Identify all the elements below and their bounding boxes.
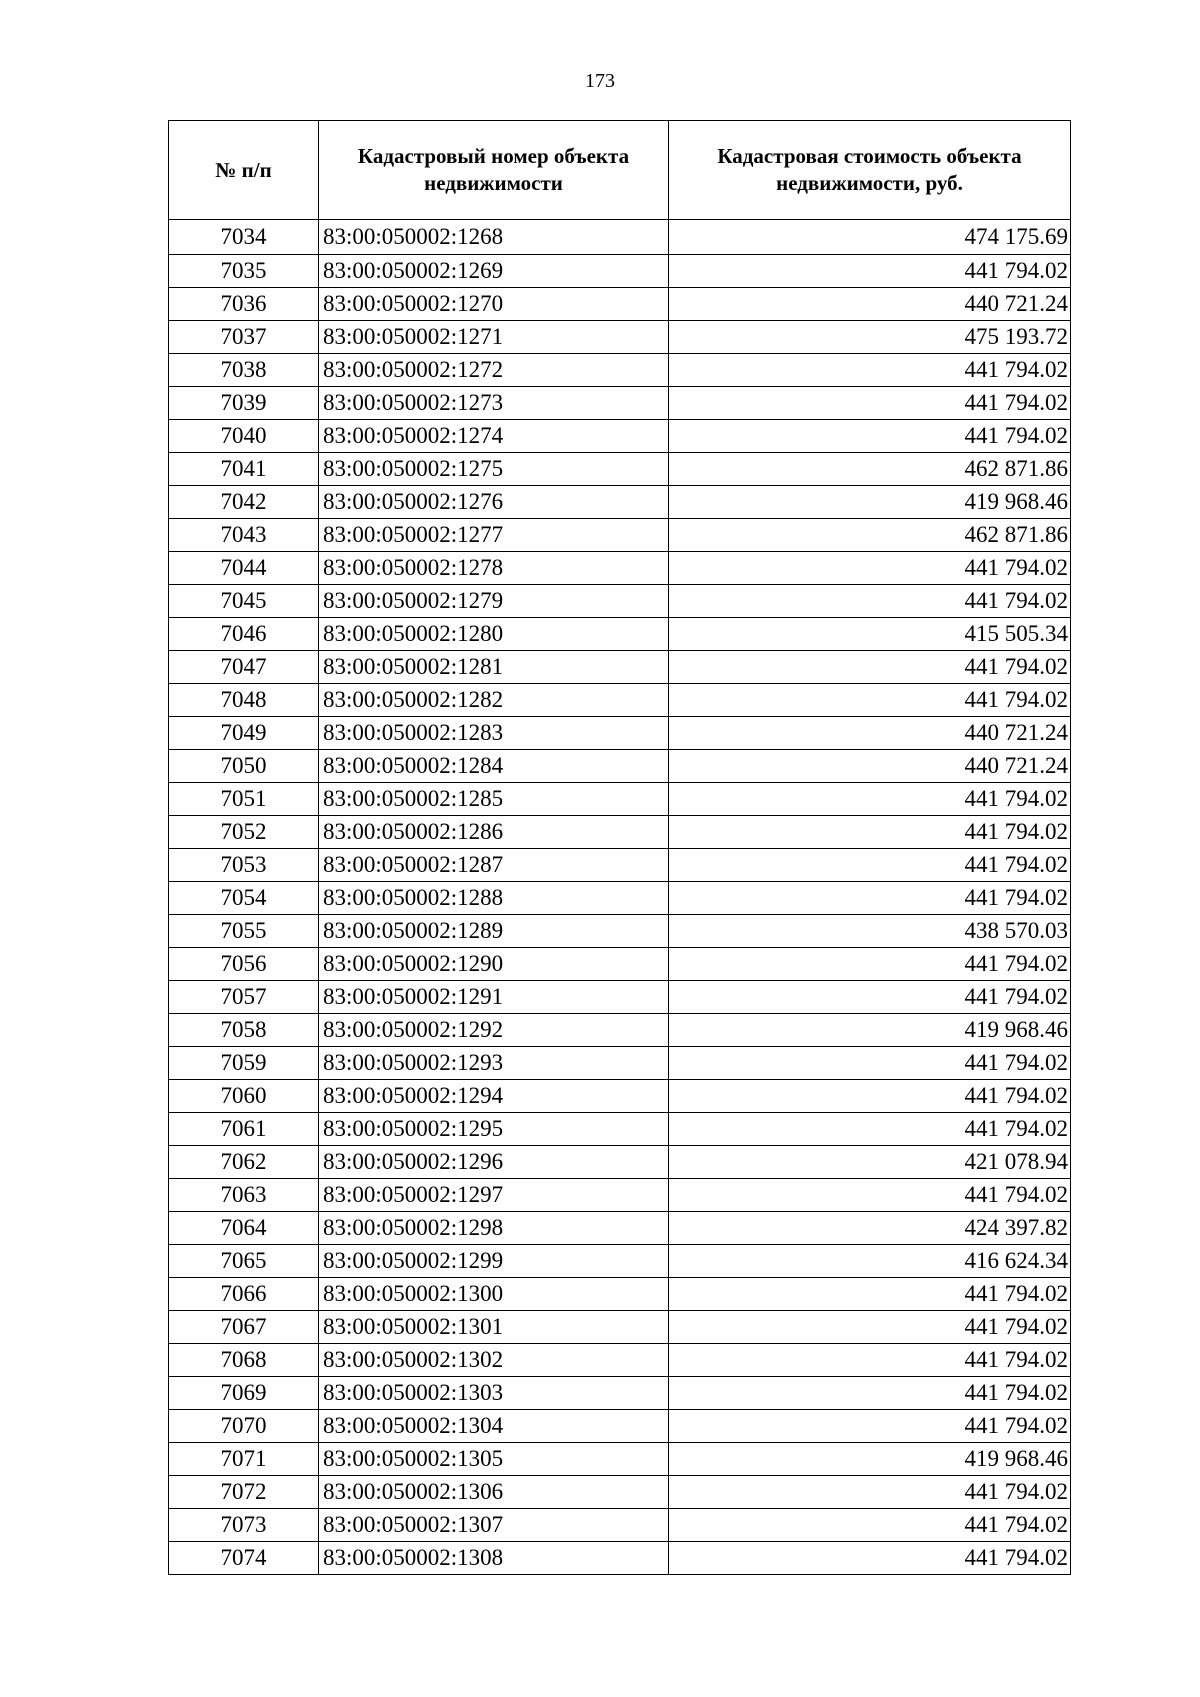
table-row	[169, 321, 1071, 354]
cadastral-number-cell: 83:00:050002:1285	[319, 783, 669, 816]
row-number-cell: 7070	[169, 1410, 319, 1443]
cadastral-value-cell: 441 794.02	[669, 420, 1071, 453]
cadastral-value-cell: 440 721.24	[669, 750, 1071, 783]
row-number-cell: 7059	[169, 1047, 319, 1080]
table-row	[169, 1146, 1071, 1179]
cadastral-number-cell: 83:00:050002:1305	[319, 1443, 669, 1476]
row-number-cell: 7052	[169, 816, 319, 849]
table-body	[169, 220, 1071, 1575]
header-cadastral-value: Кадастровая стоимость объекта недвижимости, руб.	[669, 121, 1071, 220]
cadastral-number-cell: 83:00:050002:1300	[319, 1278, 669, 1311]
cadastral-number-cell: 83:00:050002:1273	[319, 387, 669, 420]
table-row	[169, 783, 1071, 816]
cadastral-value-cell: 441 794.02	[669, 948, 1071, 981]
cadastral-value-cell: 441 794.02	[669, 816, 1071, 849]
header-cadastral-number: Кадастровый номер объекта недвижимости	[319, 121, 669, 220]
table-row	[169, 387, 1071, 420]
row-number-cell: 7067	[169, 1311, 319, 1344]
table-row	[169, 1410, 1071, 1443]
row-number-cell: 7057	[169, 981, 319, 1014]
cadastral-number-cell: 83:00:050002:1270	[319, 288, 669, 321]
row-number-cell: 7035	[169, 255, 319, 288]
row-number-cell: 7054	[169, 882, 319, 915]
cadastral-number-cell: 83:00:050002:1284	[319, 750, 669, 783]
cadastral-value-cell: 419 968.46	[669, 486, 1071, 519]
table-row	[169, 618, 1071, 651]
row-number-cell: 7065	[169, 1245, 319, 1278]
cadastral-number-cell: 83:00:050002:1274	[319, 420, 669, 453]
cadastral-number-cell: 83:00:050002:1268	[319, 220, 669, 255]
table-row	[169, 1443, 1071, 1476]
cadastral-value-cell: 441 794.02	[669, 255, 1071, 288]
table-row	[169, 981, 1071, 1014]
row-number-cell: 7042	[169, 486, 319, 519]
table-row	[169, 453, 1071, 486]
header-row	[169, 121, 1071, 220]
row-number-cell: 7072	[169, 1476, 319, 1509]
cadastral-number-cell: 83:00:050002:1293	[319, 1047, 669, 1080]
cadastral-value-cell: 441 794.02	[669, 882, 1071, 915]
table-row	[169, 1542, 1071, 1575]
cadastral-number-cell: 83:00:050002:1277	[319, 519, 669, 552]
table-row	[169, 354, 1071, 387]
cadastral-value-cell: 474 175.69	[669, 220, 1071, 255]
row-number-cell: 7063	[169, 1179, 319, 1212]
cadastral-number-cell: 83:00:050002:1297	[319, 1179, 669, 1212]
row-number-cell: 7064	[169, 1212, 319, 1245]
cadastral-number-cell: 83:00:050002:1279	[319, 585, 669, 618]
cadastral-value-cell: 441 794.02	[669, 684, 1071, 717]
page-number: 173	[585, 70, 615, 92]
cadastral-number-cell: 83:00:050002:1301	[319, 1311, 669, 1344]
cadastral-value-cell: 419 968.46	[669, 1014, 1071, 1047]
table-row	[169, 1509, 1071, 1542]
table-row	[169, 288, 1071, 321]
table-row	[169, 552, 1071, 585]
cadastral-value-cell: 462 871.86	[669, 453, 1071, 486]
table-row	[169, 220, 1071, 255]
table-row	[169, 255, 1071, 288]
row-number-cell: 7041	[169, 453, 319, 486]
row-number-cell: 7045	[169, 585, 319, 618]
table-row	[169, 1179, 1071, 1212]
table-row	[169, 1047, 1071, 1080]
table-row	[169, 717, 1071, 750]
cadastral-number-cell: 83:00:050002:1271	[319, 321, 669, 354]
cadastral-value-cell: 441 794.02	[669, 1377, 1071, 1410]
row-number-cell: 7037	[169, 321, 319, 354]
cadastral-value-cell: 441 794.02	[669, 387, 1071, 420]
header-row-number: № п/п	[169, 121, 319, 220]
row-number-cell: 7050	[169, 750, 319, 783]
cadastral-value-cell: 419 968.46	[669, 1443, 1071, 1476]
table-row	[169, 519, 1071, 552]
cadastral-number-cell: 83:00:050002:1282	[319, 684, 669, 717]
cadastral-number-cell: 83:00:050002:1298	[319, 1212, 669, 1245]
table-row	[169, 1080, 1071, 1113]
cadastral-value-cell: 441 794.02	[669, 354, 1071, 387]
cadastral-number-cell: 83:00:050002:1292	[319, 1014, 669, 1047]
cadastral-number-cell: 83:00:050002:1281	[319, 651, 669, 684]
table-row	[169, 882, 1071, 915]
row-number-cell: 7044	[169, 552, 319, 585]
row-number-cell: 7049	[169, 717, 319, 750]
cadastral-value-cell: 440 721.24	[669, 288, 1071, 321]
row-number-cell: 7066	[169, 1278, 319, 1311]
cadastral-value-cell: 441 794.02	[669, 783, 1071, 816]
cadastral-number-cell: 83:00:050002:1276	[319, 486, 669, 519]
cadastral-number-cell: 83:00:050002:1290	[319, 948, 669, 981]
cadastral-value-cell: 441 794.02	[669, 1344, 1071, 1377]
cadastral-value-cell: 441 794.02	[669, 981, 1071, 1014]
cadastral-number-cell: 83:00:050002:1304	[319, 1410, 669, 1443]
row-number-cell: 7069	[169, 1377, 319, 1410]
cadastral-number-cell: 83:00:050002:1278	[319, 552, 669, 585]
cadastral-number-cell: 83:00:050002:1289	[319, 915, 669, 948]
table-row	[169, 915, 1071, 948]
row-number-cell: 7061	[169, 1113, 319, 1146]
table-row	[169, 1245, 1071, 1278]
cadastral-number-cell: 83:00:050002:1283	[319, 717, 669, 750]
cadastral-value-cell: 424 397.82	[669, 1212, 1071, 1245]
cadastral-value-cell: 441 794.02	[669, 1542, 1071, 1575]
cadastral-number-cell: 83:00:050002:1272	[319, 354, 669, 387]
cadastral-number-cell: 83:00:050002:1299	[319, 1245, 669, 1278]
row-number-cell: 7048	[169, 684, 319, 717]
table-row	[169, 486, 1071, 519]
cadastral-value-cell: 441 794.02	[669, 849, 1071, 882]
row-number-cell: 7062	[169, 1146, 319, 1179]
row-number-cell: 7056	[169, 948, 319, 981]
cadastral-number-cell: 83:00:050002:1275	[319, 453, 669, 486]
row-number-cell: 7036	[169, 288, 319, 321]
row-number-cell: 7058	[169, 1014, 319, 1047]
cadastral-value-cell: 475 193.72	[669, 321, 1071, 354]
cadastral-value-cell: 438 570.03	[669, 915, 1071, 948]
table-row	[169, 1377, 1071, 1410]
cadastral-number-cell: 83:00:050002:1303	[319, 1377, 669, 1410]
cadastral-value-cell: 441 794.02	[669, 1047, 1071, 1080]
table-row	[169, 948, 1071, 981]
table-row	[169, 684, 1071, 717]
table-header	[169, 121, 1071, 220]
row-number-cell: 7071	[169, 1443, 319, 1476]
row-number-cell: 7051	[169, 783, 319, 816]
table-row	[169, 1311, 1071, 1344]
cadastral-number-cell: 83:00:050002:1287	[319, 849, 669, 882]
table-row	[169, 1278, 1071, 1311]
cadastral-number-cell: 83:00:050002:1291	[319, 981, 669, 1014]
table-row	[169, 1113, 1071, 1146]
row-number-cell: 7053	[169, 849, 319, 882]
cadastral-number-cell: 83:00:050002:1294	[319, 1080, 669, 1113]
row-number-cell: 7038	[169, 354, 319, 387]
cadastral-number-cell: 83:00:050002:1269	[319, 255, 669, 288]
cadastral-value-cell: 416 624.34	[669, 1245, 1071, 1278]
cadastral-value-cell: 441 794.02	[669, 1179, 1071, 1212]
cadastral-number-cell: 83:00:050002:1280	[319, 618, 669, 651]
table-row	[169, 750, 1071, 783]
cadastral-number-cell: 83:00:050002:1308	[319, 1542, 669, 1575]
cadastral-value-cell: 441 794.02	[669, 1311, 1071, 1344]
cadastral-number-cell: 83:00:050002:1302	[319, 1344, 669, 1377]
cadastral-value-cell: 441 794.02	[669, 1476, 1071, 1509]
cadastral-value-cell: 441 794.02	[669, 585, 1071, 618]
table-row	[169, 1344, 1071, 1377]
cadastral-value-cell: 440 721.24	[669, 717, 1071, 750]
table-row	[169, 1212, 1071, 1245]
cadastral-value-cell: 441 794.02	[669, 1509, 1071, 1542]
cadastral-value-cell: 441 794.02	[669, 552, 1071, 585]
table-row	[169, 420, 1071, 453]
row-number-cell: 7068	[169, 1344, 319, 1377]
table-row	[169, 1476, 1071, 1509]
cadastral-value-cell: 441 794.02	[669, 651, 1071, 684]
cadastral-value-cell: 462 871.86	[669, 519, 1071, 552]
row-number-cell: 7047	[169, 651, 319, 684]
table-row	[169, 585, 1071, 618]
row-number-cell: 7046	[169, 618, 319, 651]
table-row	[169, 651, 1071, 684]
cadastral-number-cell: 83:00:050002:1288	[319, 882, 669, 915]
row-number-cell: 7060	[169, 1080, 319, 1113]
cadastral-value-cell: 441 794.02	[669, 1080, 1071, 1113]
cadastral-value-cell: 421 078.94	[669, 1146, 1071, 1179]
table-row	[169, 816, 1071, 849]
row-number-cell: 7074	[169, 1542, 319, 1575]
cadastral-value-cell: 441 794.02	[669, 1278, 1071, 1311]
cadastral-number-cell: 83:00:050002:1306	[319, 1476, 669, 1509]
cadastral-number-cell: 83:00:050002:1296	[319, 1146, 669, 1179]
row-number-cell: 7055	[169, 915, 319, 948]
cadastral-number-cell: 83:00:050002:1286	[319, 816, 669, 849]
cadastral-value-cell: 441 794.02	[669, 1410, 1071, 1443]
row-number-cell: 7039	[169, 387, 319, 420]
cadastral-value-table	[168, 120, 1071, 1575]
cadastral-number-cell: 83:00:050002:1295	[319, 1113, 669, 1146]
cadastral-value-cell: 441 794.02	[669, 1113, 1071, 1146]
row-number-cell: 7040	[169, 420, 319, 453]
table-row	[169, 849, 1071, 882]
row-number-cell: 7034	[169, 220, 319, 255]
row-number-cell: 7073	[169, 1509, 319, 1542]
row-number-cell: 7043	[169, 519, 319, 552]
cadastral-value-cell: 415 505.34	[669, 618, 1071, 651]
cadastral-number-cell: 83:00:050002:1307	[319, 1509, 669, 1542]
table-row	[169, 1014, 1071, 1047]
